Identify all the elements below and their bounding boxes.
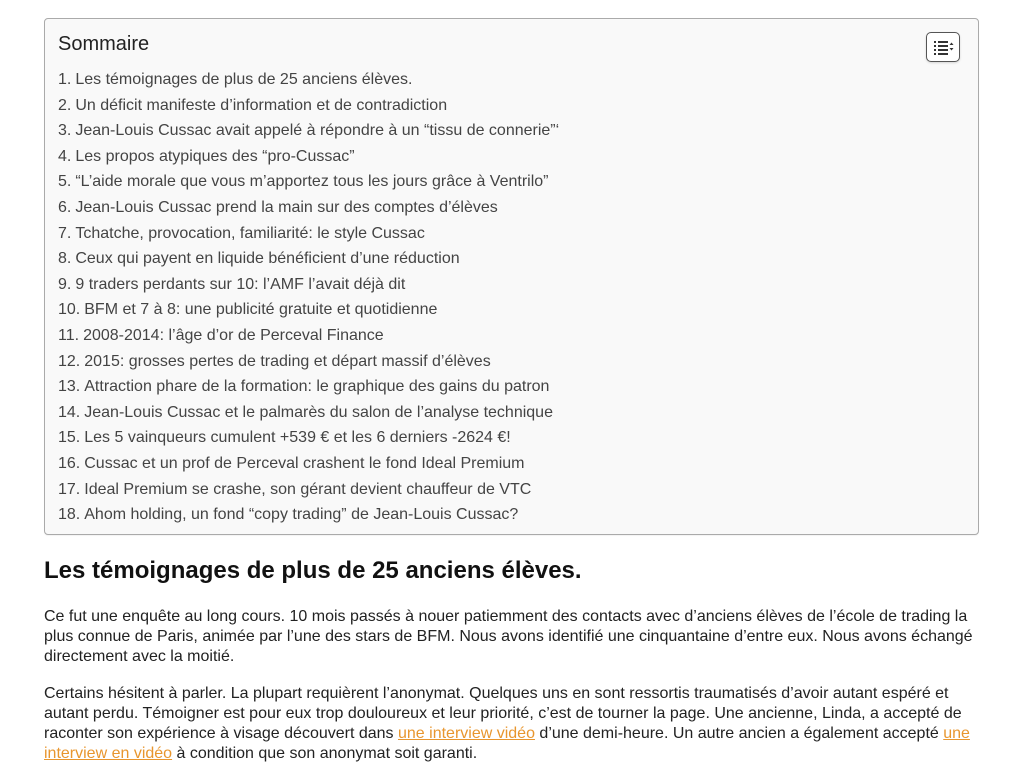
toc-link[interactable] xyxy=(58,353,491,370)
toc-item-number: 5. xyxy=(58,173,72,191)
toc-item-number: 14. xyxy=(58,403,81,421)
toc-item-label: 2008-2014: l’âge d’or de Perceval Finance xyxy=(83,326,384,344)
toc-item xyxy=(58,400,559,426)
toc-item-number: 7. xyxy=(58,224,72,242)
toc-link[interactable] xyxy=(58,122,559,139)
section-heading: Les témoignages de plus de 25 anciens élèves. xyxy=(44,557,582,584)
toc-item-number: 12. xyxy=(58,352,81,370)
toc-title: Sommaire xyxy=(58,33,150,55)
toc-link[interactable] xyxy=(58,404,553,421)
toc-item-number: 9. xyxy=(58,275,72,293)
toc-item xyxy=(58,118,559,144)
toc-item-number: 6. xyxy=(58,198,72,216)
toc-item xyxy=(58,246,559,272)
toc-item xyxy=(58,323,559,349)
video-interview-link[interactable]: une interview vidéo xyxy=(398,725,535,742)
toc-item-label: Tchatche, provocation, familiarité: le style Cussac xyxy=(75,224,425,242)
toc-item-label: Ceux qui payent en liquide bénéficient d’une réduction xyxy=(75,250,460,268)
toc-link[interactable] xyxy=(58,301,437,318)
video-interview-anonymous-link[interactable]: une interview en vidéo xyxy=(44,725,970,762)
toc-item xyxy=(58,169,559,195)
paragraph-text: Certains hésitent à parler. La plupart requièrent l’anonymat. Quelques uns en sont ressortis traumatisés d’avoir autant espéré et autant perdu. Témoigner est pour eux trop douloureux et leur priorité, c’est de tourner la page. Une ancienne, Linda, a accepté de raconter son expérience à visage découvert dans xyxy=(44,685,962,742)
toc-item-label: Jean-Louis Cussac et le palmarès du salon de l’analyse technique xyxy=(84,403,553,421)
toc-item-label: Cussac et un prof de Perceval crashent le fond Ideal Premium xyxy=(84,454,525,472)
toc-item-number: 18. xyxy=(58,506,81,524)
toc-item xyxy=(58,349,559,375)
toc-item xyxy=(58,93,559,119)
toc-item-label: BFM et 7 à 8: une publicité gratuite et quotidienne xyxy=(84,301,438,319)
toc-link[interactable] xyxy=(58,327,384,344)
toc-item xyxy=(58,374,559,400)
toc-link[interactable] xyxy=(58,148,355,165)
toc-item xyxy=(58,221,559,247)
toc-item-number: 10. xyxy=(58,301,81,319)
toc-item-number: 11. xyxy=(58,326,80,344)
toc-link[interactable] xyxy=(58,378,549,395)
article-paragraph: Ce fut une enquête au long cours. 10 mois passés à nouer patiemment des contacts avec d’anciens élèves de l’école de trading la plus connue de Paris, animée par l’une des stars de BFM. Nous avons identifié une cinquantaine d’entre eux. Nous avons échangé directement avec la moitié. xyxy=(44,608,973,665)
toc-item-number: 17. xyxy=(58,480,81,498)
toc-item xyxy=(58,502,559,528)
toc-item-label: Un déficit manifeste d’information et de contradiction xyxy=(75,96,448,114)
toc-link[interactable] xyxy=(58,71,412,88)
toc-item-number: 13. xyxy=(58,378,81,396)
toc-item-label: Jean-Louis Cussac avait appelé à répondre à un “tissu de connerie”‘ xyxy=(75,122,560,140)
toc-item xyxy=(58,67,559,93)
toc-item-label: Attraction phare de la formation: le graphique des gains du patron xyxy=(84,378,550,396)
table-of-contents xyxy=(44,18,979,535)
toc-link[interactable] xyxy=(58,481,531,498)
toc-item-number: 2. xyxy=(58,96,72,114)
list-toggle-icon xyxy=(934,40,954,55)
toc-item-label: Les témoignages de plus de 25 anciens élèves. xyxy=(75,71,413,88)
paragraph-text: d’une demi-heure. Un autre ancien a également accepté xyxy=(534,725,944,742)
toc-item xyxy=(58,451,559,477)
toc-link[interactable] xyxy=(58,97,447,114)
toc-item xyxy=(58,425,559,451)
toc-item xyxy=(58,477,559,503)
toc-item-label: “L’aide morale que vous m’apportez tous les jours grâce à Ventrilo” xyxy=(75,173,549,191)
toc-item-label: Les propos atypiques des “pro-Cussac” xyxy=(75,147,355,165)
toc-item-number: 15. xyxy=(58,429,81,447)
toc-link[interactable] xyxy=(58,173,548,190)
toc-link[interactable] xyxy=(58,506,518,523)
toc-item-label: 2015: grosses pertes de trading et départ massif d’élèves xyxy=(84,352,491,370)
toc-toggle-button[interactable] xyxy=(926,32,960,62)
toc-item-number: 1. xyxy=(58,71,72,88)
toc-item-number: 4. xyxy=(58,147,72,165)
toc-item-label: Ahom holding, un fond “copy trading” de Jean-Louis Cussac? xyxy=(84,506,519,524)
toc-link[interactable] xyxy=(58,455,524,472)
toc-item xyxy=(58,195,559,221)
toc-list xyxy=(58,67,559,528)
toc-item-number: 8. xyxy=(58,250,72,268)
toc-item-number: 16. xyxy=(58,454,81,472)
toc-link[interactable] xyxy=(58,276,405,293)
toc-item-label: Jean-Louis Cussac prend la main sur des comptes d’élèves xyxy=(75,198,498,216)
toc-link[interactable] xyxy=(58,225,425,242)
toc-link[interactable] xyxy=(58,250,460,267)
toc-link[interactable] xyxy=(58,429,511,446)
toc-item-label: Les 5 vainqueurs cumulent +539 € et les 6 derniers -2624 €! xyxy=(84,429,511,447)
toc-item xyxy=(58,144,559,170)
toc-item xyxy=(58,297,559,323)
toc-link[interactable] xyxy=(58,199,498,216)
article-paragraph xyxy=(44,684,984,764)
toc-item-number: 3. xyxy=(58,122,72,140)
toc-item-label: 9 traders perdants sur 10: l’AMF l’avait déjà dit xyxy=(75,275,406,293)
toc-item-label: Ideal Premium se crashe, son gérant devient chauffeur de VTC xyxy=(84,480,532,498)
toc-item xyxy=(58,272,559,298)
paragraph-text: à condition que son anonymat soit garanti. xyxy=(172,745,478,762)
